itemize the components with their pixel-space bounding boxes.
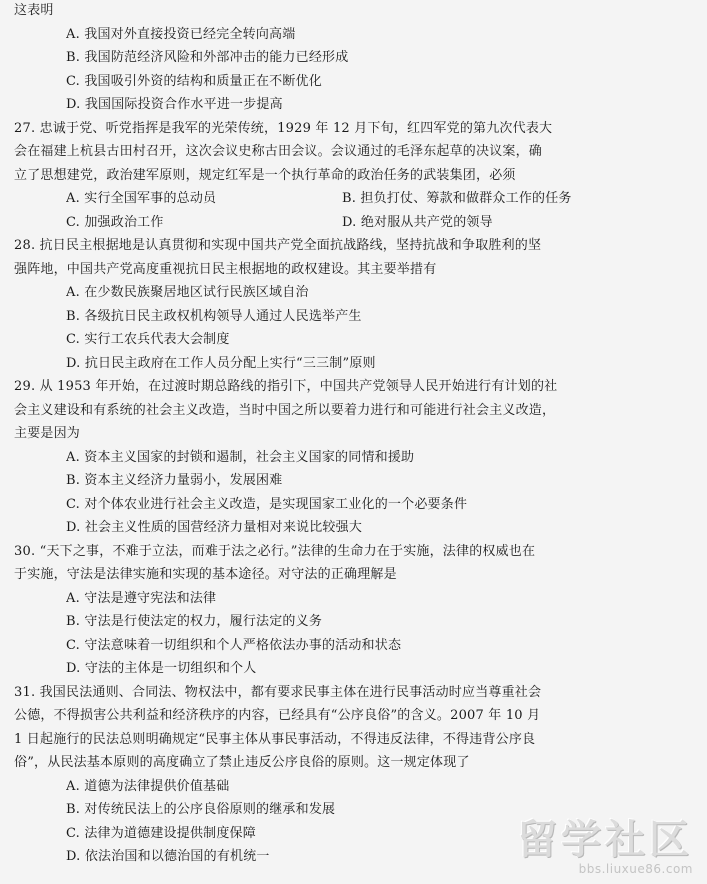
question-text-line: 27. 忠诚于党、听党指挥是我军的光荣传统，1929 年 12 月下旬，红四军党的第九次代表大 [14,121,553,136]
answer-option: D. 绝对服从共产党的领导 [342,215,493,230]
answer-option: B. 担负打仗、筹款和做群众工作的任务 [342,191,572,206]
question-text-line: 31. 我国民法通则、合同法、物权法中，都有要求民事主体在进行民事活动时应当尊重社会 [14,685,542,700]
answer-option: A. 我国对外直接投资已经完全转向高端 [66,27,296,42]
answer-option: B. 各级抗日民主政权机构领导人通过人民选举产生 [66,309,362,324]
question-text-line: 主要是因为 [14,426,81,441]
answer-option: B. 对传统民法上的公序良俗原则的继承和发展 [66,802,336,817]
question-text-line: 28. 抗日民主根据地是认真贯彻和实现中国共产党全面抗战路线，坚持抗战和争取胜利的坚 [14,238,542,253]
answer-option: A. 在少数民族聚居地区试行民族区域自治 [66,285,309,300]
answer-option: B. 资本主义经济力量弱小，发展困难 [66,473,283,488]
question-text-line: 俗”，从民法基本原则的高度确立了禁止违反公序良俗的原则。这一规定体现了 [14,755,470,770]
watermark-url: bbs.liuxue86.com [578,862,693,876]
watermark-logo [517,818,693,876]
answer-option: B. 守法是行使法定的权力，履行法定的义务 [66,614,323,629]
question-text-line: 会主义建设和有系统的社会主义改造，当时中国之所以要着力进行和可能进行社会主义改造， [14,403,556,418]
answer-option: B. 我国防范经济风险和外部冲击的能力已经形成 [66,50,349,65]
answer-option: D. 依法治国和以德治国的有机统一 [66,849,270,864]
question-text-line: 30. “天下之事，不难于立法，而难于法之必行。”法律的生命力在于实施，法律的权威也在 [14,544,536,559]
question-text-line: 1 日起施行的民法总则明确规定“民事主体从事民事活动，不得违反法律，不得违背公序良 [14,732,536,747]
answer-option: A. 实行全国军事的总动员 [66,191,217,206]
answer-option: C. 守法意味着一切组织和个人严格依法办事的活动和状态 [66,638,402,653]
question-text-line: 于实施，守法是法律实施和实现的基本途径。对守法的正确理解是 [14,567,397,582]
answer-option: C. 法律为道德建设提供制度保障 [66,826,256,841]
question-text-line: 立了思想建党，政治建军原则，规定红军是一个执行革命的政治任务的武装集团，必须 [14,168,516,183]
answer-option: D. 抗日民主政府在工作人员分配上实行“三三制”原则 [66,356,376,371]
watermark-title: 留学社区 [517,817,693,863]
answer-option: D. 我国国际投资合作水平进一步提高 [66,97,283,112]
question-text-line: 会在福建上杭县古田村召开，这次会议史称古田会议。会议通过的毛泽东起草的决议案，确 [14,144,543,159]
answer-option: D. 社会主义性质的国营经济力量相对来说比较强大 [66,520,363,535]
answer-option: A. 守法是遵守宪法和法律 [66,591,217,606]
answer-option: A. 道德为法律提供价值基础 [66,779,230,794]
answer-option: C. 我国吸引外资的结构和质量正在不断优化 [66,74,322,89]
question-text-line: 这表明 [14,3,54,18]
question-text-line: 强阵地，中国共产党高度重视抗日民主根据地的政权建设。其主要举措有 [14,262,437,277]
answer-option: C. 对个体农业进行社会主义改造，是实现国家工业化的一个必要条件 [66,497,468,512]
question-text-line: 29. 从 1953 年开始，在过渡时期总路线的指引下，中国共产党领导人民开始进行有计划的社 [14,379,558,394]
answer-option: C. 加强政治工作 [66,215,164,230]
answer-option: A. 资本主义国家的封锁和遏制，社会主义国家的同情和援助 [66,450,415,465]
answer-option: D. 守法的主体是一切组织和个人 [66,661,257,676]
question-text-line: 公德，不得损害公共利益和经济秩序的内容，已经具有“公序良俗”的含义。2007 年 10 月 [14,708,541,723]
answer-option: C. 实行工农兵代表大会制度 [66,332,230,347]
